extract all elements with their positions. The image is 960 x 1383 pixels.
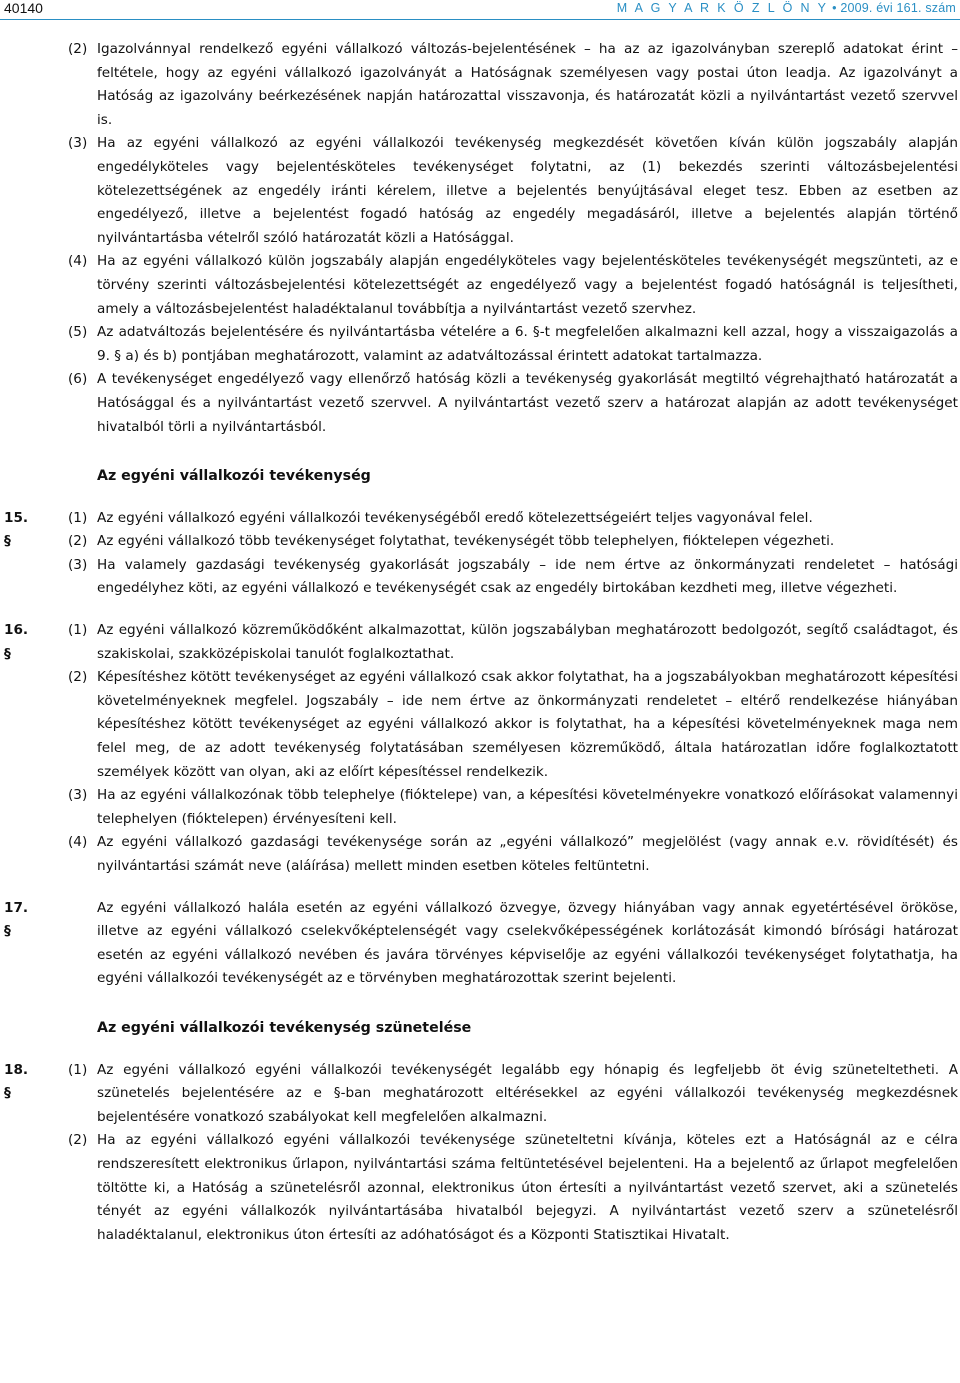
section-heading: Az egyéni vállalkozói tevékenység szünetelése [97, 1019, 472, 1036]
paragraph-number: (3) [68, 787, 88, 804]
section-number: 17. § [4, 899, 29, 940]
paragraph-number: (2) [68, 533, 88, 550]
paragraph-number: (1) [68, 622, 88, 639]
paragraph-text: Képesítéshez kötött tevékenységet az egyéni vállalkozó csak akkor folytathat, ha a jogszabályokban meghatározott képesítési követelményeknek megfelel. Jogszabály – ide nem értve az önkormányzati rendeletet – eltérő rendelkezése hiányában képesítéshez kötött tevékenységet az egyéni vállalkozó akkor is folytathat, ha a képesítési követelményeknek maga nem felel meg, de az adott tevékenység folytatásában személyesen közreműködő, általa határozatlan időre foglalkoztatott személyek között van olyan, aki az előírt képesítéssel rendelkezik. [97, 669, 958, 780]
paragraph-number: (2) [68, 41, 88, 57]
paragraph-number: (3) [68, 135, 88, 152]
paragraph-text: Az adatváltozás bejelentésére és nyilvántartásba vételére a 6. §-t megfelelően alkalmazni kell azzal, hogy a visszaigazolás a 9. § a) és b) pontjában meghatározott, valamint az adatváltozással érintett adatokat tartalmazza. [97, 324, 958, 364]
header-rule [0, 19, 960, 20]
paragraph-text: Ha az egyéni vállalkozó külön jogszabály alapján engedélyköteles vagy bejelentésköteles tevékenységét megszünteti, az e törvény szerinti változásbejelentési kötelezettségét az engedélyező vagy a bejelentést fogadó hatóságnál is teljesítheti, amely a változásbejelentést haladéktalanul továbbítja a nyilvántartást vezető szervhez. [97, 253, 958, 317]
journal-title: M A G Y A R K Ö Z L Ö N Y [616, 1, 829, 15]
section-number: 16. § [4, 622, 29, 662]
paragraph-number: (1) [68, 1061, 88, 1078]
paragraph-text: Az egyéni vállalkozó egyéni vállalkozói tevékenységéből eredő kötelezettségeiért teljes vagyonával felel. [97, 509, 813, 526]
paragraph-number: (1) [68, 509, 88, 526]
issue-number: 2009. évi 161. szám [840, 1, 956, 15]
paragraph-number: (3) [68, 556, 88, 573]
paragraph-text: Ha valamely gazdasági tevékenység gyakorlását jogszabály – ide nem értve az önkormányzati rendeletet – hatósági engedélyhez köti, az egyéni vállalkozó e tevékenységét csak az engedély birtokában kezdheti meg, illetve végezheti. [97, 556, 958, 597]
paragraph-number: (2) [68, 669, 88, 686]
paragraph-text: Az egyéni vállalkozó több tevékenységet folytathat, tevékenységét több telephelyen, fióktelepen végezheti. [97, 533, 835, 550]
paragraph-text: Igazolvánnyal rendelkező egyéni vállalkozó változás-bejelentésének – ha az az igazolványban szereplő adatokat érint – feltétele, hogy az egyéni vállalkozó igazolványát a Hatóságnak személyesen vagy postai úton leadja. Az igazolványt a Hatóság az igazolvány beérkezésének napján határozattal visszavonja, és határozatát közli a nyilvántartást vezető szervvel is. [97, 41, 958, 128]
section-heading: Az egyéni vállalkozói tevékenység [97, 468, 371, 485]
paragraph-number: (2) [68, 1132, 88, 1149]
bullet-separator: • [832, 1, 837, 15]
paragraph-text: Ha az egyéni vállalkozó egyéni vállalkozói tevékenysége szüneteltetni kívánja, köteles ezt a Hatóságnál az e célra rendszeresített elektronikus űrlapon, nyilvántartási száma feltüntetésével bejelenteni. Ha a bejelentő az űrlapot megfelelően töltötte ki, a Hatóság a szünetelésről azonnal, elektronikus úton értesíti a nyilvántartást vezető szervet, aki a szünetelés tényét az egyéni vállalkozók nyilvántartásába hivatalból bejegyzi. A nyilvántartást vezető szerv a szünetelésről haladéktalanul, elektronikus úton értesíti az adóhatóságot és a Központi Statisztikai Hivatalt. [97, 1132, 958, 1243]
paragraph-text: Ha az egyéni vállalkozónak több telephelye (fióktelepe) van, a képesítési követelményekre vonatkozó előírásokat valamennyi telephelyen (fióktelepen) érvényesíteni kell. [97, 787, 958, 827]
paragraph-text: Az egyéni vállalkozó közreműködőként alkalmazottat, külön jogszabályban meghatározott bedolgozót, segítő családtagot, és szakiskolai, szakközépiskolai tanulót foglalkoztathat. [97, 622, 958, 662]
paragraph-number: (4) [68, 253, 88, 270]
page-header [0, 0, 960, 24]
page-number: 40140 [4, 0, 43, 16]
paragraph-text: Ha az egyéni vállalkozó az egyéni vállalkozói tevékenység megkezdését követően kíván külön jogszabály alapján engedélyköteles vagy bejelentésköteles tevékenységet folytatni, az (1) bekezdés szerinti változásbejelentési kötelezettségének az engedély iránti kérelem, illetve a bejelentés benyújtásával eleget tesz. Ebben az esetben az engedélyező, illetve a bejelentést fogadó hatóság az engedély megadásáról, illetve a bejelentés alapján történő nyilvántartásba vételről szóló határozatát közli a Hatósággal. [97, 135, 958, 246]
section-number: 15. § [4, 509, 29, 550]
paragraph-text: Az egyéni vállalkozó egyéni vállalkozói tevékenységét legalább egy hónapig és legfeljebb öt évig szüneteltetheti. A szünetelés bejelentésére az e §-ban meghatározott eltérésekkel az egyéni vállalkozói tevékenység megkezdésnek bejelentésére vonatkozó szabályokat kell megfelelően alkalmazni. [97, 1061, 958, 1125]
paragraph-number: (6) [68, 371, 88, 388]
paragraph-text: Az egyéni vállalkozó gazdasági tevékenysége során az „egyéni vállalkozó” megjelölést (vagy annak e.v. rövidítését) és nyilvántartási számát neve (aláírása) mellett minden esetben köteles feltüntetni. [97, 834, 958, 874]
paragraph-text: A tevékenységet engedélyező vagy ellenőrző hatóság közli a tevékenység gyakorlását megtiltó végrehajtható határozatát a Hatósággal és a nyilvántartást vezető szervvel. A nyilvántartást vezető szerv a határozat alapján az adott tevékenységet hivatalból törli a nyilvántartásból. [97, 371, 958, 435]
section-number: 18. § [4, 1061, 29, 1102]
paragraph-number: (4) [68, 834, 88, 851]
paragraph-text: Az egyéni vállalkozó halála esetén az egyéni vállalkozó özvegye, özvegy hiányában vagy annak egyetértésével örököse, illetve az egyéni vállalkozó cselekvőképtelenségét vagy cselekvőképességének korlátozását kimondó bírósági határozat esetén az egyéni vállalkozó nevében és javára törvényes képviselője az egyéni vállalkozói tevékenységet folytathatja, ha egyéni vállalkozói tevékenységét az e törvényben meghatározottak szerint bejelenti. [97, 899, 958, 987]
paragraph-number: (5) [68, 324, 88, 341]
running-header [617, 1, 956, 15]
